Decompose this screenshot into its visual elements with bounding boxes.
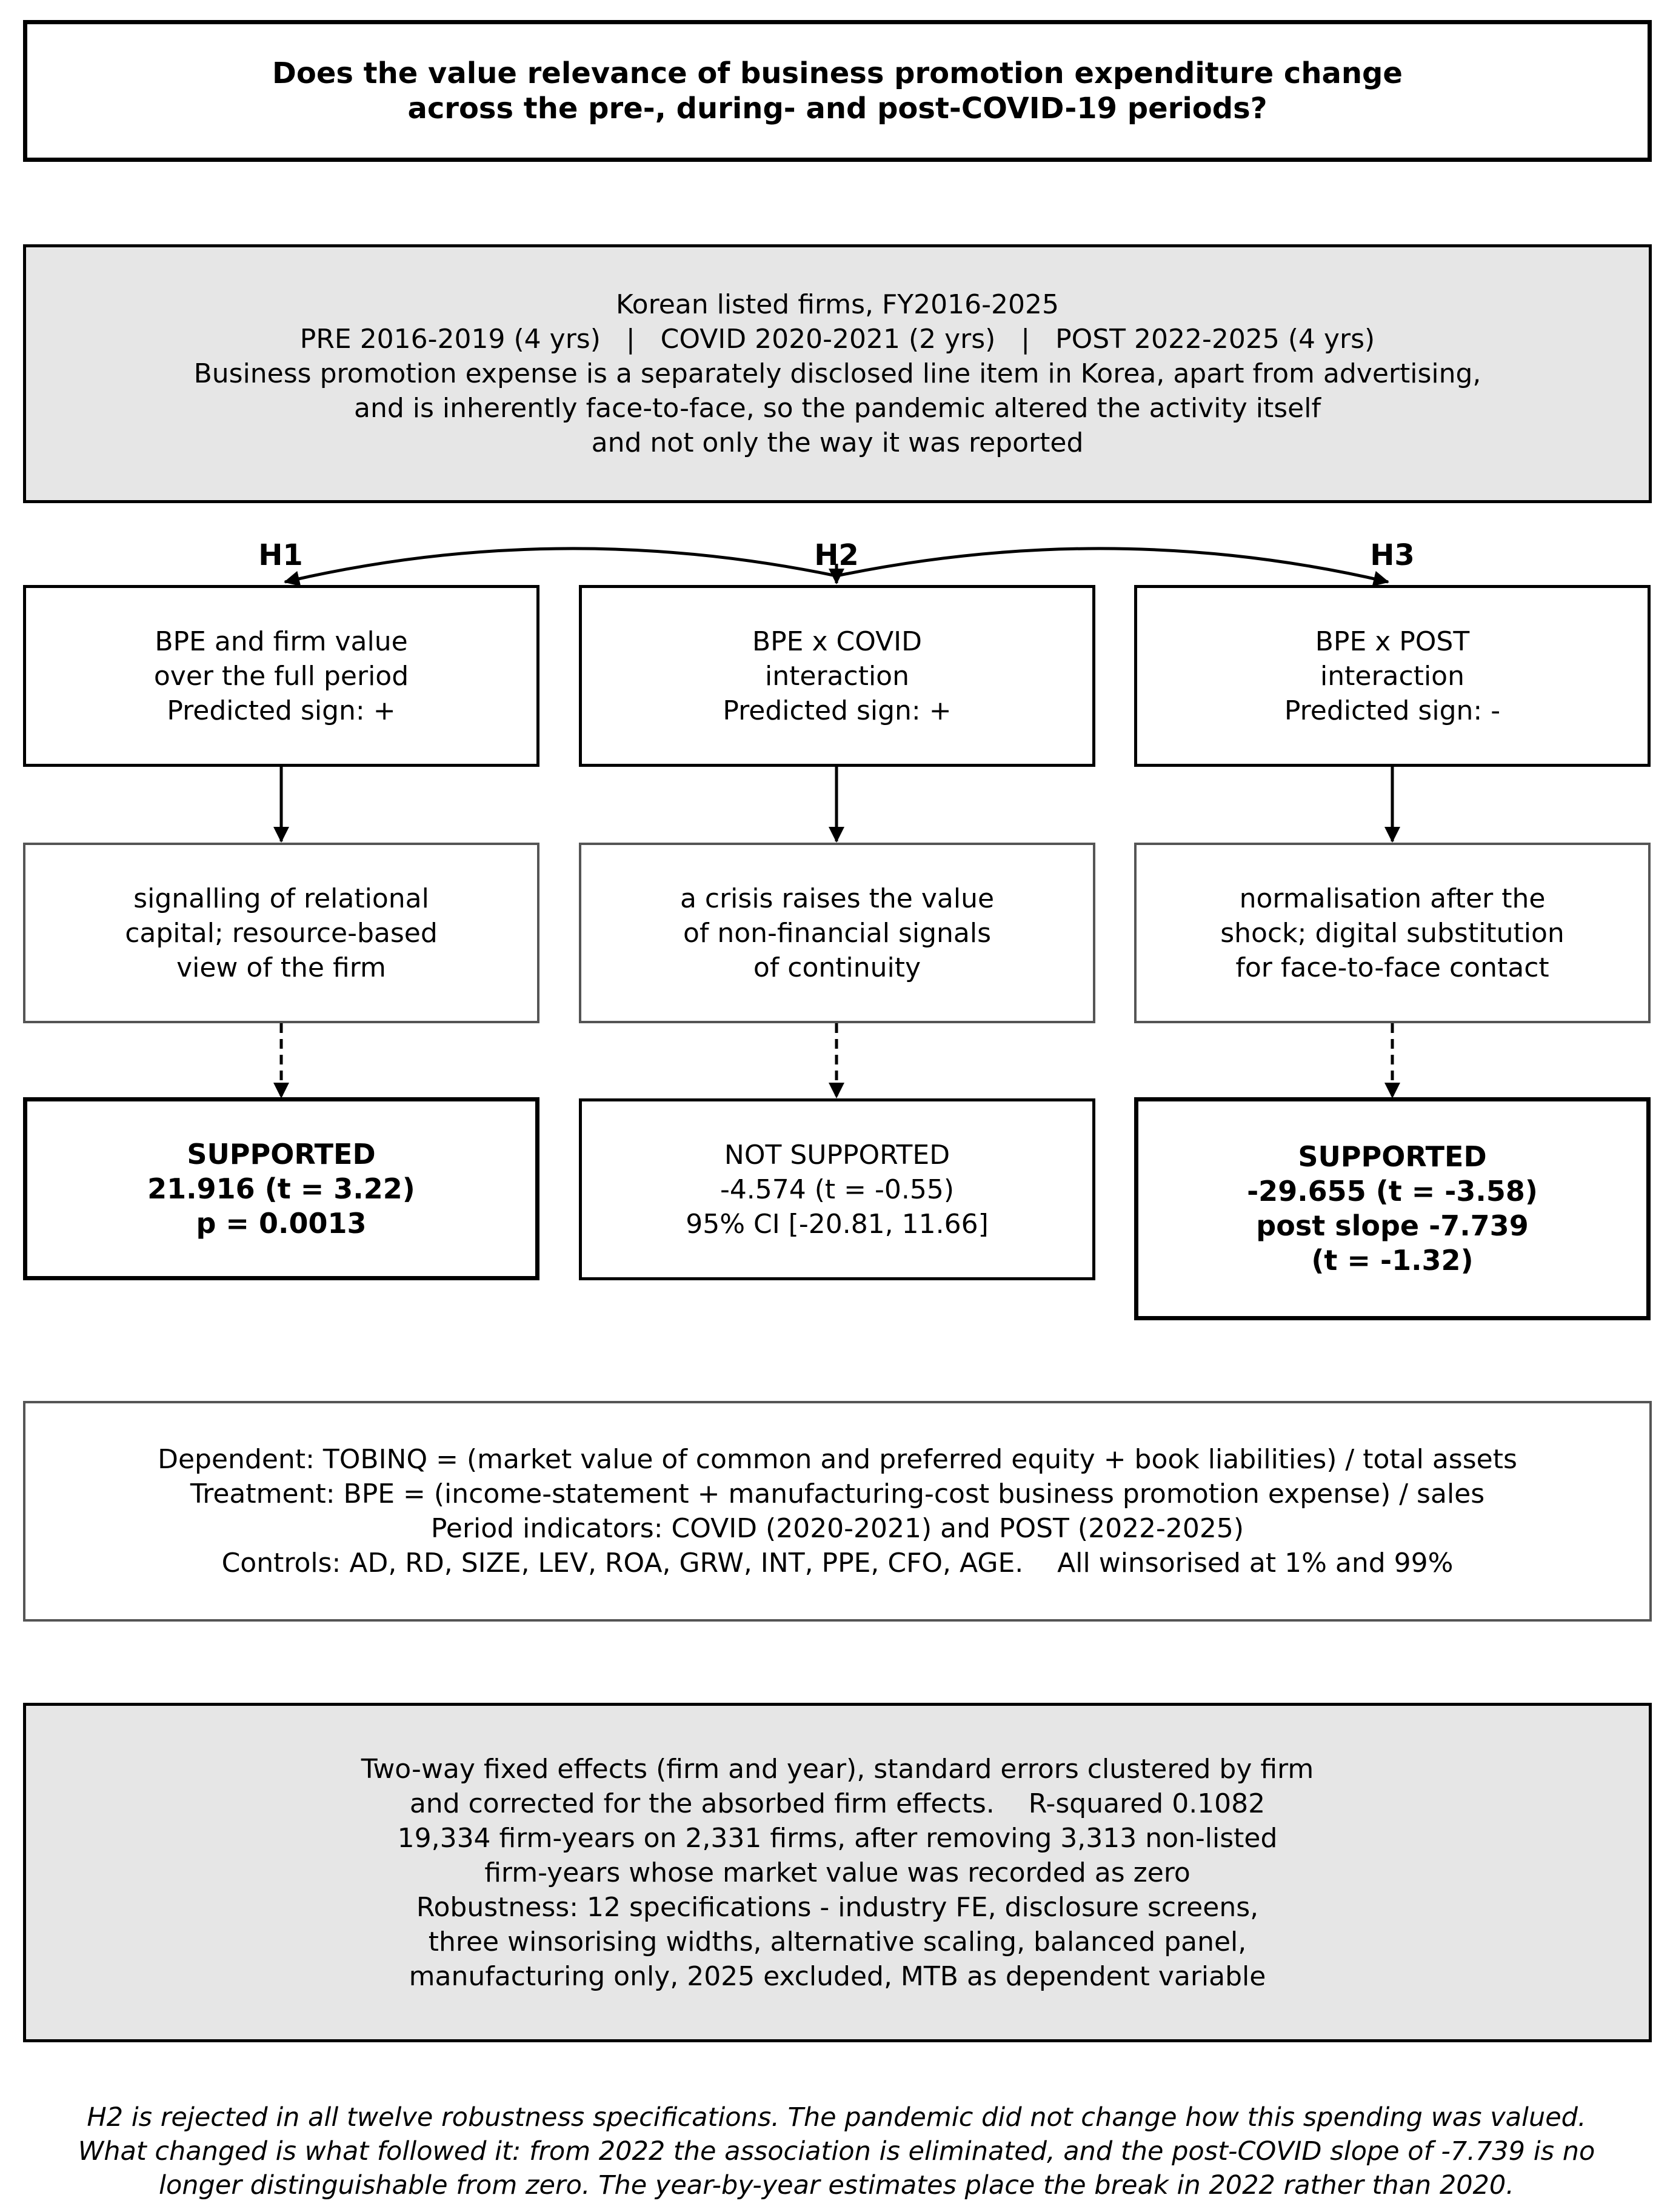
methods-line: manufacturing only, 2025 excluded, MTB as dependent variable	[409, 1960, 1266, 1992]
variables-box	[23, 1401, 1652, 1622]
hypothesis-rationale-h3	[1134, 843, 1651, 1023]
hypothesis-label-h3: H3	[1370, 538, 1415, 572]
result-line: p = 0.0013	[196, 1206, 367, 1240]
rationale-line: a crisis raises the value	[680, 883, 995, 914]
variables-line: Controls: AD, RD, SIZE, LEV, ROA, GRW, INT, PPE, CFO, AGE. All winsorised at 1% and 99%	[221, 1548, 1454, 1579]
hypothesis-result-h3	[1134, 1097, 1651, 1320]
context-line: and not only the way it was reported	[591, 427, 1084, 458]
hypothesis-label-h1: H1	[258, 538, 303, 572]
context-line: Business promotion expense is a separately disclosed line item in Korea, apart from advertising,	[193, 358, 1481, 389]
footnote-line: longer distinguishable from zero. The year-by-year estimates place the break in 2022 rather than 2020.	[159, 2170, 1514, 2200]
hypothesis-statement-h1	[23, 585, 539, 767]
methods-box	[23, 1703, 1652, 2042]
rationale-line: of continuity	[753, 952, 921, 983]
hypothesis-statement-h3	[1134, 585, 1651, 767]
methods-line: Robustness: 12 specifications - industry FE, disclosure screens,	[416, 1891, 1259, 1923]
rationale-line: shock; digital substitution	[1220, 917, 1564, 949]
rationale-line: capital; resource-based	[125, 917, 438, 949]
statement-line: interaction	[765, 660, 909, 692]
methods-line: three winsorising widths, alternative scaling, balanced panel,	[428, 1926, 1247, 1957]
statement-line: BPE x POST	[1315, 626, 1470, 657]
variables-line: Period indicators: COVID (2020-2021) and POST (2022-2025)	[430, 1513, 1244, 1544]
result-line: SUPPORTED	[1298, 1140, 1487, 1173]
footnote-line: H2 is rejected in all twelve robustness specifications. The pandemic did not change how this spending was valued.	[87, 2102, 1586, 2133]
methods-line: firm-years whose market value was recorded as zero	[484, 1857, 1190, 1888]
variables-line: Treatment: BPE = (income-statement + manufacturing-cost business promotion expense) / sales	[190, 1479, 1485, 1509]
footnote	[0, 2100, 1673, 2202]
rationale-line: for face-to-face contact	[1235, 952, 1549, 983]
result-line: NOT SUPPORTED	[724, 1139, 950, 1171]
context-line: Korean listed firms, FY2016-2025	[615, 289, 1060, 320]
hypothesis-label-h2: H2	[814, 538, 859, 572]
footnote-line: What changed is what followed it: from 2022 the association is eliminated, and the post-COVID slope of -7.739 is no	[78, 2136, 1595, 2167]
result-line: -4.574 (t = -0.55)	[720, 1174, 955, 1205]
statement-line: BPE and firm value	[155, 626, 408, 657]
result-line: (t = -1.32)	[1311, 1244, 1474, 1277]
rationale-line: normalisation after the	[1239, 883, 1546, 914]
statement-line: Predicted sign: +	[723, 695, 952, 726]
result-line: 95% CI [-20.81, 11.66]	[686, 1208, 989, 1240]
rationale-line: view of the firm	[176, 952, 386, 983]
hypothesis-result-h2	[579, 1098, 1095, 1280]
rationale-line: signalling of relational	[133, 883, 429, 914]
statement-line: Predicted sign: -	[1284, 695, 1501, 726]
hypothesis-rationale-h2	[579, 843, 1095, 1023]
hypothesis-rationale-h1	[23, 843, 539, 1023]
hypothesis-statement-h2	[579, 585, 1095, 767]
rationale-line: of non-financial signals	[683, 917, 992, 949]
variables-line: Dependent: TOBINQ = (market value of common and preferred equity + book liabilities) / total assets	[158, 1444, 1517, 1475]
branch-arrow-h3	[836, 549, 1388, 582]
statement-line: BPE x COVID	[752, 626, 923, 657]
title-line: across the pre-, during- and post-COVID-19 periods?	[407, 92, 1267, 125]
branch-arrow-h1	[285, 549, 836, 582]
context-line: PRE 2016-2019 (4 yrs) | COVID 2020-2021 (2 yrs) | POST 2022-2025 (4 yrs)	[299, 324, 1375, 355]
title-line: Does the value relevance of business promotion expenditure change	[272, 56, 1403, 90]
hypothesis-result-h1	[23, 1097, 539, 1280]
methods-line: and corrected for the absorbed firm effects. R-squared 0.1082	[409, 1788, 1266, 1819]
context-line: and is inherently face-to-face, so the pandemic altered the activity itself	[354, 393, 1321, 424]
statement-line: Predicted sign: +	[167, 695, 396, 726]
statement-line: interaction	[1320, 660, 1464, 692]
methods-line: Two-way fixed effects (firm and year), standard errors clustered by firm	[361, 1753, 1314, 1785]
result-line: SUPPORTED	[187, 1137, 376, 1171]
result-line: -29.655 (t = -3.58)	[1247, 1175, 1538, 1208]
statement-line: over the full period	[153, 660, 409, 692]
result-line: 21.916 (t = 3.22)	[147, 1172, 415, 1205]
result-line: post slope -7.739	[1256, 1209, 1529, 1242]
methods-line: 19,334 firm-years on 2,331 firms, after removing 3,313 non-listed	[397, 1822, 1278, 1854]
